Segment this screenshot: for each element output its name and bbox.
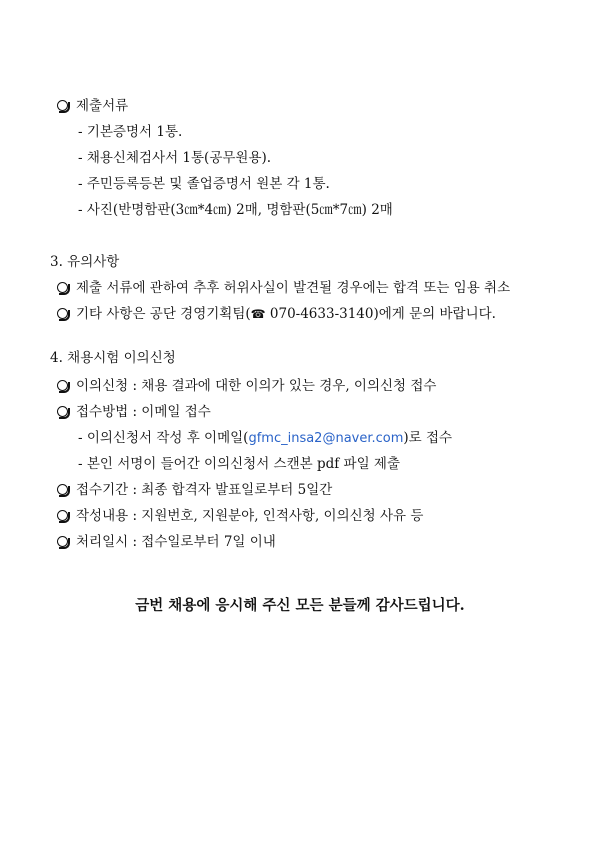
bullet-text: 접수방법 : 이메일 접수 [76, 404, 211, 420]
doc-item: - 채용신체검사서 1통(공무원용). [78, 150, 272, 166]
bullet-text: 접수기간 : 최종 합격자 발표일로부터 5일간 [76, 482, 333, 498]
bullet-falsification-notice [57, 279, 510, 297]
method-detail-email [78, 429, 452, 448]
bullet-text: 작성내용 : 지원번호, 지원분야, 인적사항, 이의신청 사유 등 [76, 508, 424, 524]
method-prefix: - 이의신청서 작성 후 이메일( [78, 430, 249, 446]
contact-suffix: )에게 문의 바랍니다. [373, 306, 496, 322]
bullet-circle-icon [57, 484, 68, 495]
bullet-text: 제출서류 [76, 98, 129, 114]
bullet-submission-docs [57, 97, 128, 115]
bullet-period [57, 481, 332, 499]
bullet-circle-icon [57, 510, 68, 521]
bullet-contact [57, 305, 496, 323]
bullet-text: 제출 서류에 관하여 추후 허위사실이 발견될 경우에는 합격 또는 임용 취소 [76, 280, 511, 296]
doc-item: - 주민등록등본 및 졸업증명서 원본 각 1통. [78, 176, 330, 192]
bullet-appeal [57, 377, 436, 395]
section-heading-appeal: 4. 채용시험 이의신청 [50, 350, 176, 366]
contact-prefix: 기타 사항은 공단 경영기획팀( [76, 306, 251, 322]
bullet-content [57, 507, 423, 525]
method-suffix: )로 접수 [403, 430, 453, 446]
bullet-circle-icon [57, 308, 68, 319]
bullet-method [57, 403, 211, 421]
bullet-text: 처리일시 : 접수일로부터 7일 이내 [76, 534, 276, 550]
method-detail-pdf: - 본인 서명이 들어간 이의신청서 스캔본 pdf 파일 제출 [78, 456, 400, 472]
bullet-processing [57, 533, 276, 551]
bullet-circle-icon [57, 380, 68, 391]
email-link[interactable]: gfmc_insa2@naver.com [248, 431, 404, 446]
bullet-text: 이의신청 : 채용 결과에 대한 이의가 있는 경우, 이의신청 접수 [76, 378, 437, 394]
contact-phone: 070-4633-3140 [265, 306, 374, 322]
bullet-circle-icon [57, 282, 68, 293]
closing-message: 금번 채용에 응시해 주신 모든 분들께 감사드립니다. [135, 597, 465, 614]
section-heading-notes: 3. 유의사항 [50, 254, 120, 270]
doc-item: - 사진(반명함판(3㎝*4㎝) 2매, 명함판(5㎝*7㎝) 2매 [78, 202, 393, 218]
doc-item: - 기본증명서 1통. [78, 124, 183, 140]
bullet-circle-icon [57, 406, 68, 417]
phone-icon: ☎ [250, 307, 266, 321]
bullet-circle-icon [57, 536, 68, 547]
bullet-circle-icon [57, 100, 68, 111]
